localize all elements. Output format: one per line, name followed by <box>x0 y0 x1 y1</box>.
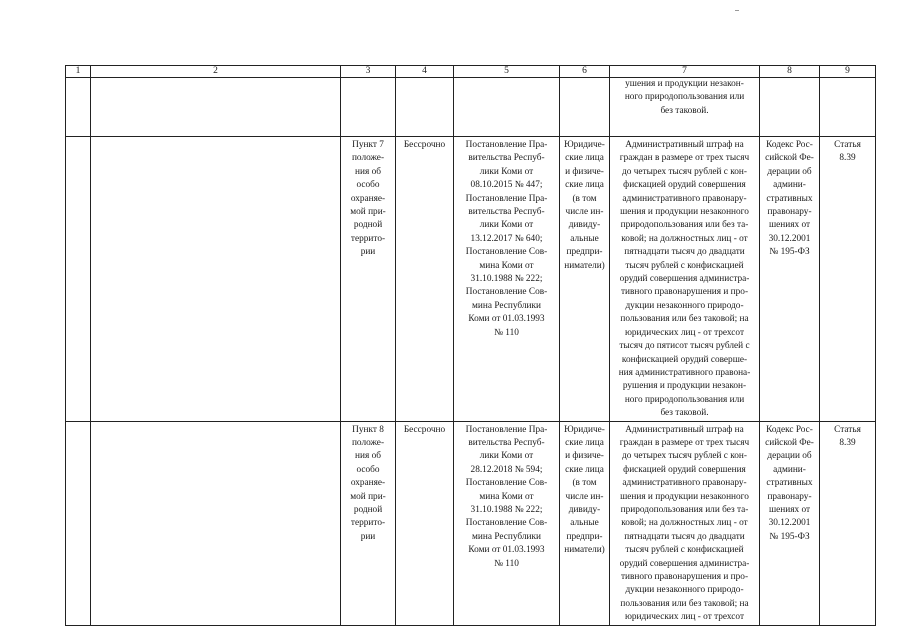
column-number: 9 <box>820 66 876 78</box>
column-number: 2 <box>91 66 341 78</box>
cell-empty <box>91 421 341 625</box>
subjects: Юридиче- ские лица и физиче- ские лица (в том числе ин- дивиду- альные предпри- ниматели) <box>560 421 610 625</box>
requirement-clause: Пункт 7 положе- ния об особо охраняе- мой при- родной террито- рии <box>341 137 396 422</box>
column-number: 3 <box>341 66 396 78</box>
cell-empty <box>91 137 341 422</box>
cell-empty <box>560 78 610 137</box>
legal-acts: Постановление Пра- вительства Респуб- лики Коми от 08.10.2015 № 447; Постановление Пра- вительства Респуб- лики Коми от 13.12.2017 № 640; Постановление Сов- мина Коми от 31.10.1988 № 222; Постановление Сов- мина Республики Коми от 01.03.1993 № 110 <box>454 137 560 422</box>
column-number-row <box>66 66 876 78</box>
table-row <box>66 421 876 625</box>
column-number: 1 <box>66 66 91 78</box>
column-number: 6 <box>560 66 610 78</box>
cell-empty <box>66 78 91 137</box>
cell-empty <box>66 421 91 625</box>
column-number: 7 <box>610 66 760 78</box>
column-number: 5 <box>454 66 560 78</box>
subjects: Юридиче- ские лица и физиче- ские лица (в том числе ин- дивиду- альные предпри- ниматели) <box>560 137 610 422</box>
cell-empty <box>454 78 560 137</box>
penalty-text: Административный штраф на граждан в размере от трех тысяч до четырех тысяч рублей с кон- фискацией орудий совершения административного правонару- шения и продукции незаконного природопользования или без та- ковой; на должностных лиц - от пятнадцати тысяч до двадцати тысяч рублей с конфискацией орудий совершения администра- тивного правонарушения и про- дукции незаконного природо- пользования или без таковой; на юридических лиц - от трехсот <box>610 421 760 625</box>
cell-empty <box>341 78 396 137</box>
column-number: 8 <box>760 66 820 78</box>
penalty-text: Административный штраф на граждан в размере от трех тысяч до четырех тысяч рублей с кон- фискацией орудий совершения административного правонару- шения и продукции незаконного природопользования или без та- ковой; на должностных лиц - от пятнадцати тысяч до двадцати тысяч рублей с конфискацией орудий совершения администра- тивного правонарушения и про- дукции незаконного природо- пользования или без таковой; на юридических лиц - от трехсот тысяч до пятисот тысяч рублей с конфискацией орудий соверше- ния административного правона- рушения и продукции незакон- ного природопользования или без таковой. <box>610 137 760 422</box>
article-reference: Статья 8.39 <box>820 137 876 422</box>
cell-empty <box>396 78 454 137</box>
cell-empty <box>820 78 876 137</box>
article-reference: Статья 8.39 <box>820 421 876 625</box>
cell-empty <box>91 78 341 137</box>
table-row-continuation <box>66 78 876 137</box>
column-number: 4 <box>396 66 454 78</box>
legal-acts: Постановление Пра- вительства Респуб- лики Коми от 28.12.2018 № 594; Постановление Сов- мина Коми от 31.10.1988 № 222; Постановление Сов- мина Республики Коми от 01.03.1993 № 110 <box>454 421 560 625</box>
validity-period: Бессрочно <box>396 421 454 625</box>
table-row <box>66 137 876 422</box>
requirement-clause: Пункт 8 положе- ния об особо охраняе- мой при- родной террито- рии <box>341 421 396 625</box>
code-reference: Кодекс Рос- сийской Фе- дерации об админи- стративных правонару- шениях от 30.12.2001 № 195-ФЗ <box>760 421 820 625</box>
scan-mark <box>735 10 739 11</box>
penalty-text-continued: ушения и продукции незакон- ного природопользования или без таковой. <box>610 78 760 137</box>
regulation-table <box>65 65 876 626</box>
cell-empty <box>66 137 91 422</box>
validity-period: Бессрочно <box>396 137 454 422</box>
code-reference: Кодекс Рос- сийской Фе- дерации об админи- стративных правонару- шениях от 30.12.2001 № 195-ФЗ <box>760 137 820 422</box>
cell-empty <box>760 78 820 137</box>
